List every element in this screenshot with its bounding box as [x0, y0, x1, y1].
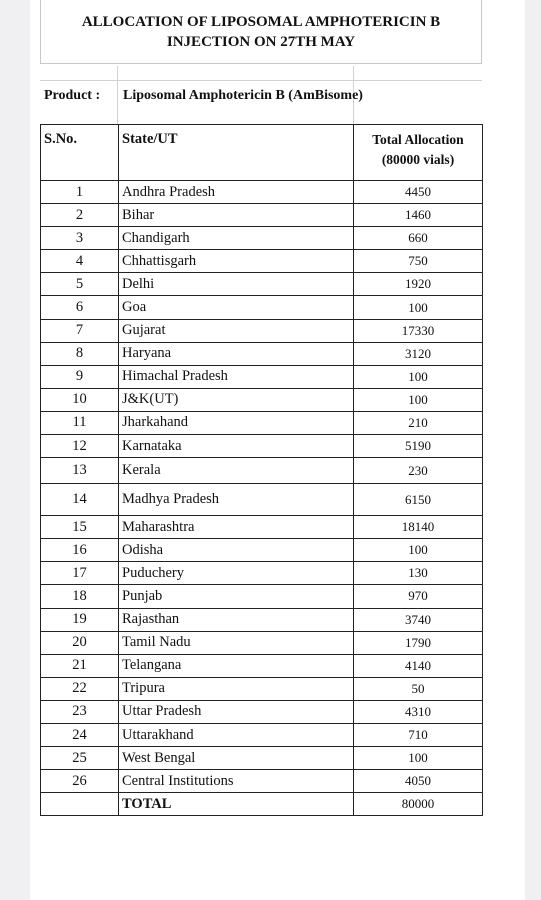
row-sno-cell: 23	[41, 700, 119, 723]
row-allocation-cell: 710	[354, 723, 483, 746]
row-state-cell: Puduchery	[119, 562, 354, 585]
row-state-cell: Gujarat	[119, 319, 354, 342]
table-row	[41, 250, 483, 273]
table-row	[41, 770, 483, 793]
row-allocation-cell: 6150	[354, 484, 483, 516]
total-label: TOTAL	[119, 793, 354, 816]
table-header-row	[41, 125, 483, 181]
row-state-cell: Jharkahand	[119, 411, 354, 434]
row-sno-cell: 1	[41, 181, 119, 204]
product-value: Liposomal Amphotericin B (AmBisome)	[123, 88, 363, 103]
table-row	[41, 388, 483, 411]
row-sno-cell: 24	[41, 723, 119, 746]
table-row	[41, 539, 483, 562]
table-row	[41, 562, 483, 585]
header-total-line-1: Total Allocation	[372, 132, 464, 147]
row-sno-cell: 8	[41, 342, 119, 365]
table-row	[41, 654, 483, 677]
allocation-table	[40, 124, 483, 816]
table-row	[41, 700, 483, 723]
table-row	[41, 365, 483, 388]
row-state-cell: Odisha	[119, 539, 354, 562]
row-sno-cell: 17	[41, 562, 119, 585]
table-row	[41, 631, 483, 654]
row-sno-cell: 18	[41, 585, 119, 608]
row-state-cell: Rajasthan	[119, 608, 354, 631]
row-allocation-cell: 100	[354, 747, 483, 770]
table-row	[41, 435, 483, 458]
row-sno-cell: 2	[41, 204, 119, 227]
title-line-2: INJECTION ON 27TH MAY	[166, 34, 356, 50]
row-state-cell: Tripura	[119, 677, 354, 700]
row-state-cell: Maharashtra	[119, 516, 354, 539]
row-allocation-cell: 4450	[354, 181, 483, 204]
table-row	[41, 677, 483, 700]
header-total-line-2: (80000 vials)	[381, 152, 455, 167]
row-sno-cell: 19	[41, 608, 119, 631]
row-allocation-cell: 1920	[354, 273, 483, 296]
row-state-cell: Himachal Pradesh	[119, 365, 354, 388]
row-allocation-cell: 4310	[354, 700, 483, 723]
row-state-cell: Chandigarh	[119, 227, 354, 250]
row-allocation-cell: 660	[354, 227, 483, 250]
row-sno-cell: 20	[41, 631, 119, 654]
row-allocation-cell: 230	[354, 458, 483, 484]
row-sno-cell: 21	[41, 654, 119, 677]
row-allocation-cell: 50	[354, 677, 483, 700]
table-row	[41, 181, 483, 204]
row-allocation-cell: 3120	[354, 342, 483, 365]
row-state-cell: Kerala	[119, 458, 354, 484]
row-sno-cell: 6	[41, 296, 119, 319]
row-sno-cell: 12	[41, 435, 119, 458]
row-state-cell: Haryana	[119, 342, 354, 365]
row-state-cell: Punjab	[119, 585, 354, 608]
table-row	[41, 227, 483, 250]
row-allocation-cell: 100	[354, 388, 483, 411]
row-state-cell: West Bengal	[119, 747, 354, 770]
row-allocation-cell: 17330	[354, 319, 483, 342]
table-row	[41, 585, 483, 608]
table-row	[41, 319, 483, 342]
table-row	[41, 516, 483, 539]
row-allocation-cell: 100	[354, 296, 483, 319]
header-state: State/UT	[119, 125, 354, 181]
row-sno-cell: 11	[41, 411, 119, 434]
row-sno-cell: 25	[41, 747, 119, 770]
title-line-1: ALLOCATION OF LIPOSOMAL AMPHOTERICIN B	[81, 14, 441, 30]
row-sno-cell: 16	[41, 539, 119, 562]
row-state-cell: Uttar Pradesh	[119, 700, 354, 723]
row-allocation-cell: 18140	[354, 516, 483, 539]
row-state-cell: Andhra Pradesh	[119, 181, 354, 204]
product-line	[40, 81, 482, 123]
row-allocation-cell: 100	[354, 539, 483, 562]
row-allocation-cell: 970	[354, 585, 483, 608]
row-allocation-cell: 3740	[354, 608, 483, 631]
table-row	[41, 723, 483, 746]
row-allocation-cell: 750	[354, 250, 483, 273]
row-sno-cell: 4	[41, 250, 119, 273]
row-state-cell: Madhya Pradesh	[119, 484, 354, 516]
row-sno-cell: 3	[41, 227, 119, 250]
table-row	[41, 747, 483, 770]
row-state-cell: Delhi	[119, 273, 354, 296]
row-allocation-cell: 1460	[354, 204, 483, 227]
table-row	[41, 484, 483, 516]
row-state-cell: Goa	[119, 296, 354, 319]
row-state-cell: Tamil Nadu	[119, 631, 354, 654]
total-row	[41, 793, 483, 816]
row-sno-cell: 13	[41, 458, 119, 484]
row-state-cell: J&K(UT)	[119, 388, 354, 411]
row-sno-cell: 26	[41, 770, 119, 793]
table-row	[41, 458, 483, 484]
row-allocation-cell: 4050	[354, 770, 483, 793]
row-state-cell: Bihar	[119, 204, 354, 227]
row-sno-cell: 10	[41, 388, 119, 411]
row-allocation-cell: 100	[354, 365, 483, 388]
total-value: 80000	[354, 793, 483, 816]
row-allocation-cell: 130	[354, 562, 483, 585]
row-sno-cell: 5	[41, 273, 119, 296]
table-body	[41, 181, 483, 793]
row-state-cell: Central Institutions	[119, 770, 354, 793]
row-sno-cell: 9	[41, 365, 119, 388]
product-label: Product :	[44, 88, 101, 103]
table-row	[41, 608, 483, 631]
table-row	[41, 296, 483, 319]
header-total-allocation	[354, 125, 483, 181]
row-allocation-cell: 1790	[354, 631, 483, 654]
table-row	[41, 342, 483, 365]
row-state-cell: Uttarakhand	[119, 723, 354, 746]
table-row	[41, 273, 483, 296]
table-row	[41, 204, 483, 227]
row-sno-cell: 7	[41, 319, 119, 342]
row-allocation-cell: 210	[354, 411, 483, 434]
row-sno-cell: 15	[41, 516, 119, 539]
total-sno-cell	[41, 793, 119, 816]
row-allocation-cell: 4140	[354, 654, 483, 677]
row-sno-cell: 22	[41, 677, 119, 700]
row-state-cell: Chhattisgarh	[119, 250, 354, 273]
document-title	[40, 0, 482, 64]
row-allocation-cell: 5190	[354, 435, 483, 458]
table-row	[41, 411, 483, 434]
row-sno-cell: 14	[41, 484, 119, 516]
row-state-cell: Telangana	[119, 654, 354, 677]
spreadsheet-gridline	[40, 66, 482, 81]
row-state-cell: Karnataka	[119, 435, 354, 458]
header-sno: S.No.	[41, 125, 119, 181]
